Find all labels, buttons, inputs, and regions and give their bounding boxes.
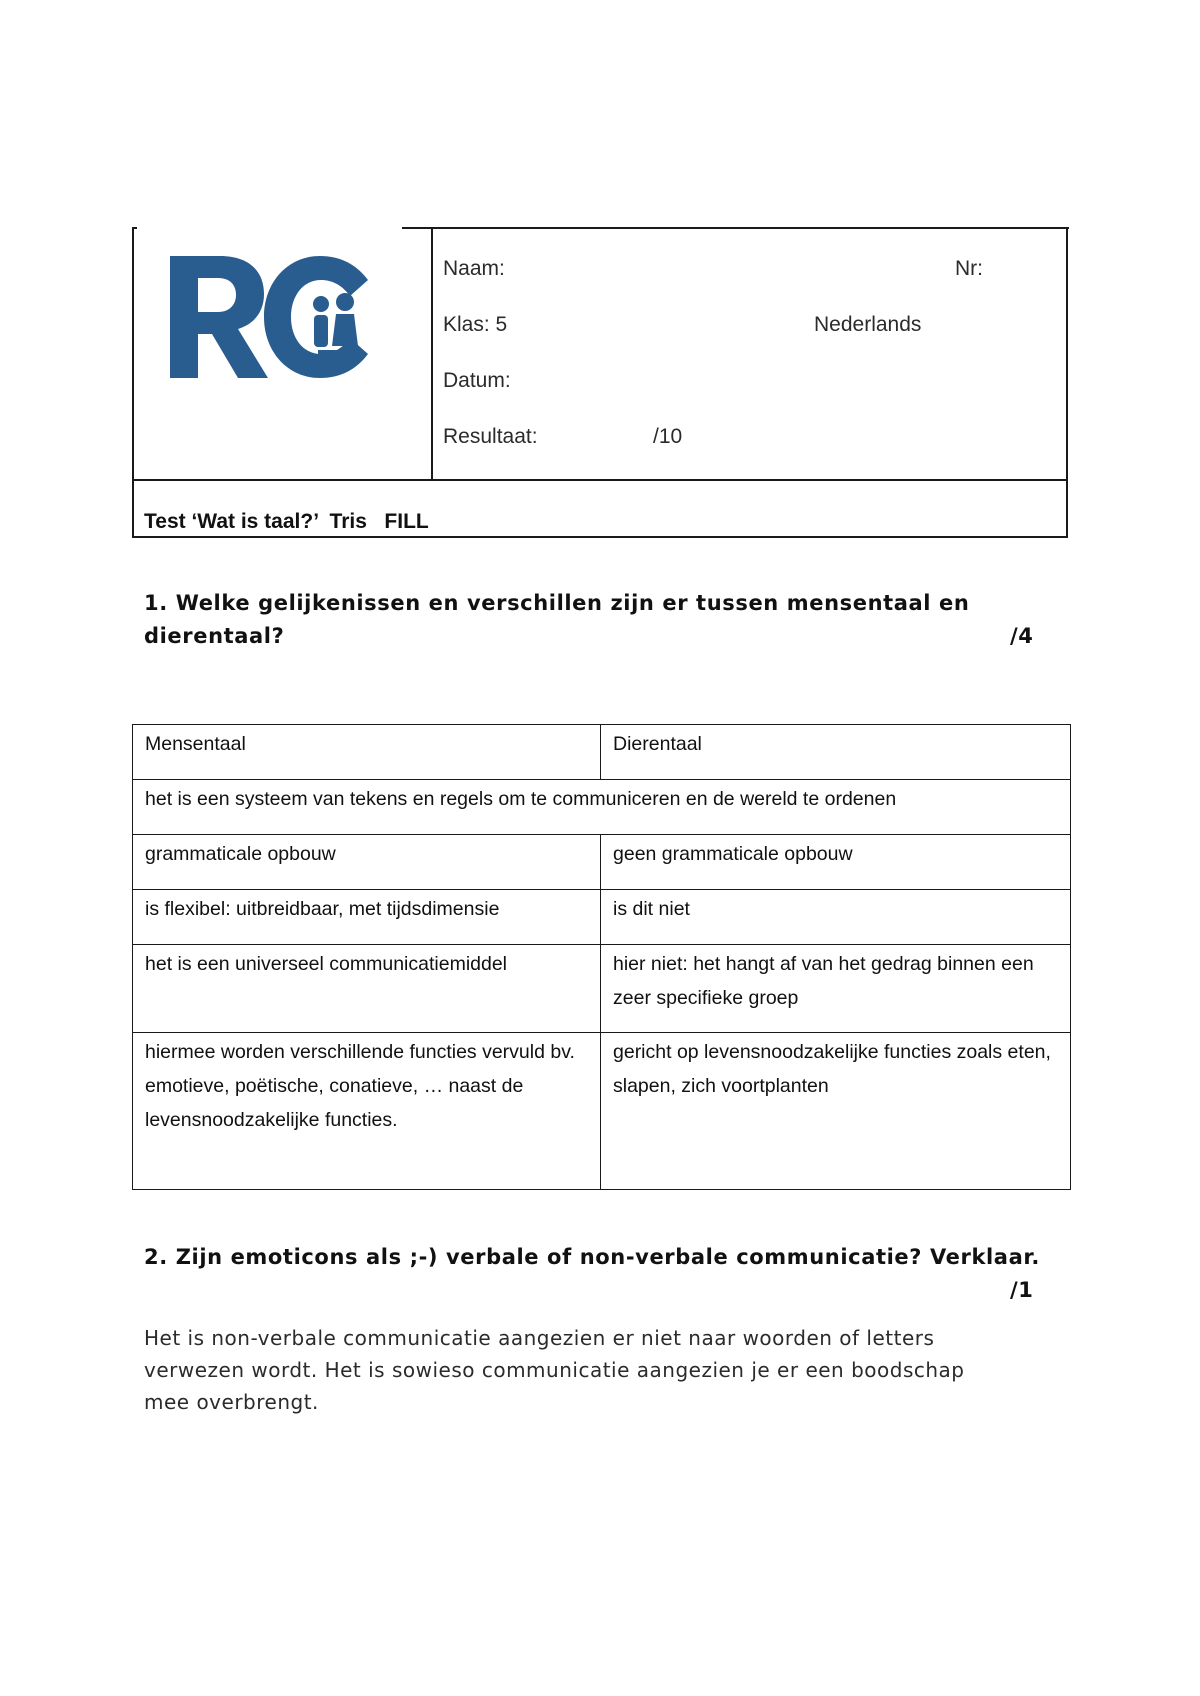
name-label: Naam: xyxy=(443,257,505,280)
table-row xyxy=(133,780,1071,835)
header-divider-vertical xyxy=(431,227,433,480)
table-header-row xyxy=(133,725,1071,780)
header-bottom-border xyxy=(132,536,1068,538)
class-label: Klas: 5 xyxy=(443,313,508,336)
question-2-score: /1 xyxy=(1010,1278,1034,1302)
children-figures-icon xyxy=(313,293,362,354)
col-header-dierentaal: Dierentaal xyxy=(601,725,1071,780)
test-title: Test ‘Wat is taal?’ Tris FILL xyxy=(144,510,429,533)
school-logo xyxy=(168,252,383,382)
table-row xyxy=(133,945,1071,1033)
table-row xyxy=(133,890,1071,945)
header-top-border-right xyxy=(402,227,1069,229)
question-1-line-2: dierentaal? xyxy=(144,624,285,648)
table-cell-left: hiermee worden verschillende functies vervuld bv. emotieve, poëtische, conatieve, … naast de levensnoodzakelijke functies. xyxy=(133,1033,601,1190)
question-1-score: /4 xyxy=(1010,624,1034,648)
table-row xyxy=(133,1033,1071,1190)
table-cell-left: het is een universeel communicatiemiddel xyxy=(133,945,601,1033)
school-logo-svg xyxy=(168,252,383,382)
col-header-mensentaal: Mensentaal xyxy=(133,725,601,780)
table-cell-left: is flexibel: uitbreidbaar, met tijdsdimensie xyxy=(133,890,601,945)
date-label: Datum: xyxy=(443,369,511,392)
subject-label: Nederlands xyxy=(814,313,922,336)
table-row xyxy=(133,835,1071,890)
answer-2-line-1: Het is non-verbale communicatie aangezien er niet naar woorden of letters xyxy=(144,1326,935,1350)
question-2-text: 2. Zijn emoticons als ;-) verbale of non-verbale communicatie? Verklaar. xyxy=(144,1245,1040,1269)
header-divider-horizontal xyxy=(132,479,1068,481)
question-1-line-1: 1. Welke gelijkenissen en verschillen zijn er tussen mensentaal en xyxy=(144,591,970,615)
header-right-border xyxy=(1066,227,1068,538)
shared-definition-cell: het is een systeem van tekens en regels om te communiceren en de wereld te ordenen xyxy=(133,780,1071,835)
table-cell-left: grammaticale opbouw xyxy=(133,835,601,890)
table-cell-right: gericht op levensnoodzakelijke functies zoals eten, slapen, zich voortplanten xyxy=(601,1033,1071,1190)
nr-label: Nr: xyxy=(955,257,983,280)
answer-2-line-3: mee overbrengt. xyxy=(144,1390,319,1414)
result-label: Resultaat: xyxy=(443,425,538,448)
table-cell-right: hier niet: het hangt af van het gedrag binnen een zeer specifieke groep xyxy=(601,945,1071,1033)
result-max: /10 xyxy=(653,425,683,448)
table-cell-right: is dit niet xyxy=(601,890,1071,945)
answer-2-line-2: verwezen wordt. Het is sowieso communicatie aangezien je er een boodschap xyxy=(144,1358,965,1382)
comparison-table xyxy=(132,724,1071,1190)
table-cell-right: geen grammaticale opbouw xyxy=(601,835,1071,890)
header-left-border xyxy=(132,227,134,538)
